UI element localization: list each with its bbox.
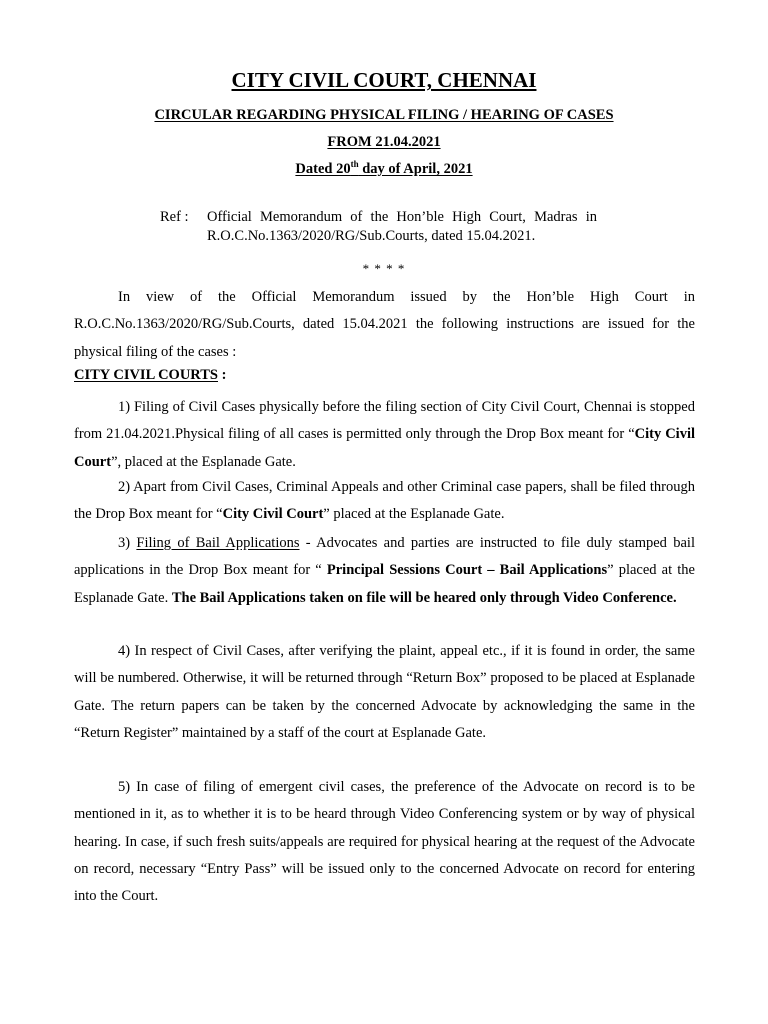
p2-text-bold: City Civil Court: [222, 506, 324, 523]
p5-text: 5) In case of filing of emergent civil cases, the preference of the Advocate on record is to be mentioned in it, as to whether it is to be heard through Video Conferencing system or by way of physical hearing. In case, if such fresh suits/appeals are required for physical hearing at the request of the Advocate on record, necessary “Entry Pass” will be issued only to the concerned Advocate on record for entering into the Court.: [74, 779, 695, 905]
p1-text-c: ”, placed at the Esplanade Gate.: [111, 453, 296, 470]
instruction-paragraph-3: [74, 530, 695, 612]
intro-paragraph: [74, 284, 695, 366]
p3-number: 3): [118, 535, 137, 551]
circular-subject: CIRCULAR REGARDING PHYSICAL FILING / HEARING OF CASES: [154, 107, 614, 123]
section-heading-colon: :: [218, 367, 227, 383]
intro-text: In view of the Official Memorandum issued by the Hon’ble High Court in R.O.C.No.1363/2020/RG/Sub.Courts, dated 15.04.2021 the following instructions are issued for the physical filing of the cases :: [74, 289, 695, 360]
p2-text-c: ” placed at the Esplanade Gate.: [323, 506, 505, 523]
p1-text-bold: City Civil Court: [74, 426, 695, 470]
reference-label: Ref :: [160, 209, 189, 225]
p3-text-bold: Principal Sessions Court – Bail Applications: [326, 562, 608, 579]
p3-text-a: - Advocates and parties are instructed to file duly stamped bail applications in the Drop Box meant for “: [74, 535, 695, 579]
p3-underlined-heading: Filing of Bail Applications: [136, 535, 300, 551]
instruction-paragraph-1: [74, 394, 695, 476]
reference-text: Official Memorandum of the Hon’ble High Court, Madras in R.O.C.No.1363/2020/RG/Sub.Courts, dated 15.04.2021.: [207, 209, 597, 244]
p3-text-c: ” placed at the Esplanade Gate.: [74, 562, 695, 606]
document-title: CITY CIVIL COURT, CHENNAI: [231, 68, 537, 92]
p1-text-a: 1) Filing of Civil Cases physically before the filing section of City Civil Court, Chennai is stopped from 21.04.2021.Physical filing of all cases is permitted only through the Drop Box meant for “: [74, 399, 695, 443]
section-heading-label: CITY CIVIL COURTS: [74, 367, 218, 383]
instruction-paragraph-4: [74, 638, 695, 747]
section-separator: * * * *: [362, 261, 406, 276]
dated-suffix: day of April, 2021: [358, 161, 473, 177]
instruction-paragraph-2: [74, 474, 695, 529]
section-heading: [74, 367, 226, 384]
dated-line: [0, 161, 768, 178]
p2-text-a: 2) Apart from Civil Cases, Criminal Appeals and other Criminal case papers, shall be filed through the Drop Box meant for “: [74, 479, 695, 523]
dated-ordinal: th: [350, 159, 359, 169]
effective-date: FROM 21.04.2021: [327, 134, 441, 150]
p4-text: 4) In respect of Civil Cases, after verifying the plaint, appeal etc., if it is found in order, the same will be numbered. Otherwise, it will be returned through “Return Box” proposed to be placed at Esplanade Gate. The return papers can be taken by the concerned Advocate by acknowledging the same in the “Return Register” maintained by a staff of the court at Esplanade Gate.: [74, 643, 695, 741]
instruction-paragraph-5: [74, 774, 695, 910]
p3-text-bold-notice: The Bail Applications taken on file will be heared only through Video Conference.: [171, 589, 677, 606]
dated-prefix: Dated 20: [295, 161, 351, 177]
